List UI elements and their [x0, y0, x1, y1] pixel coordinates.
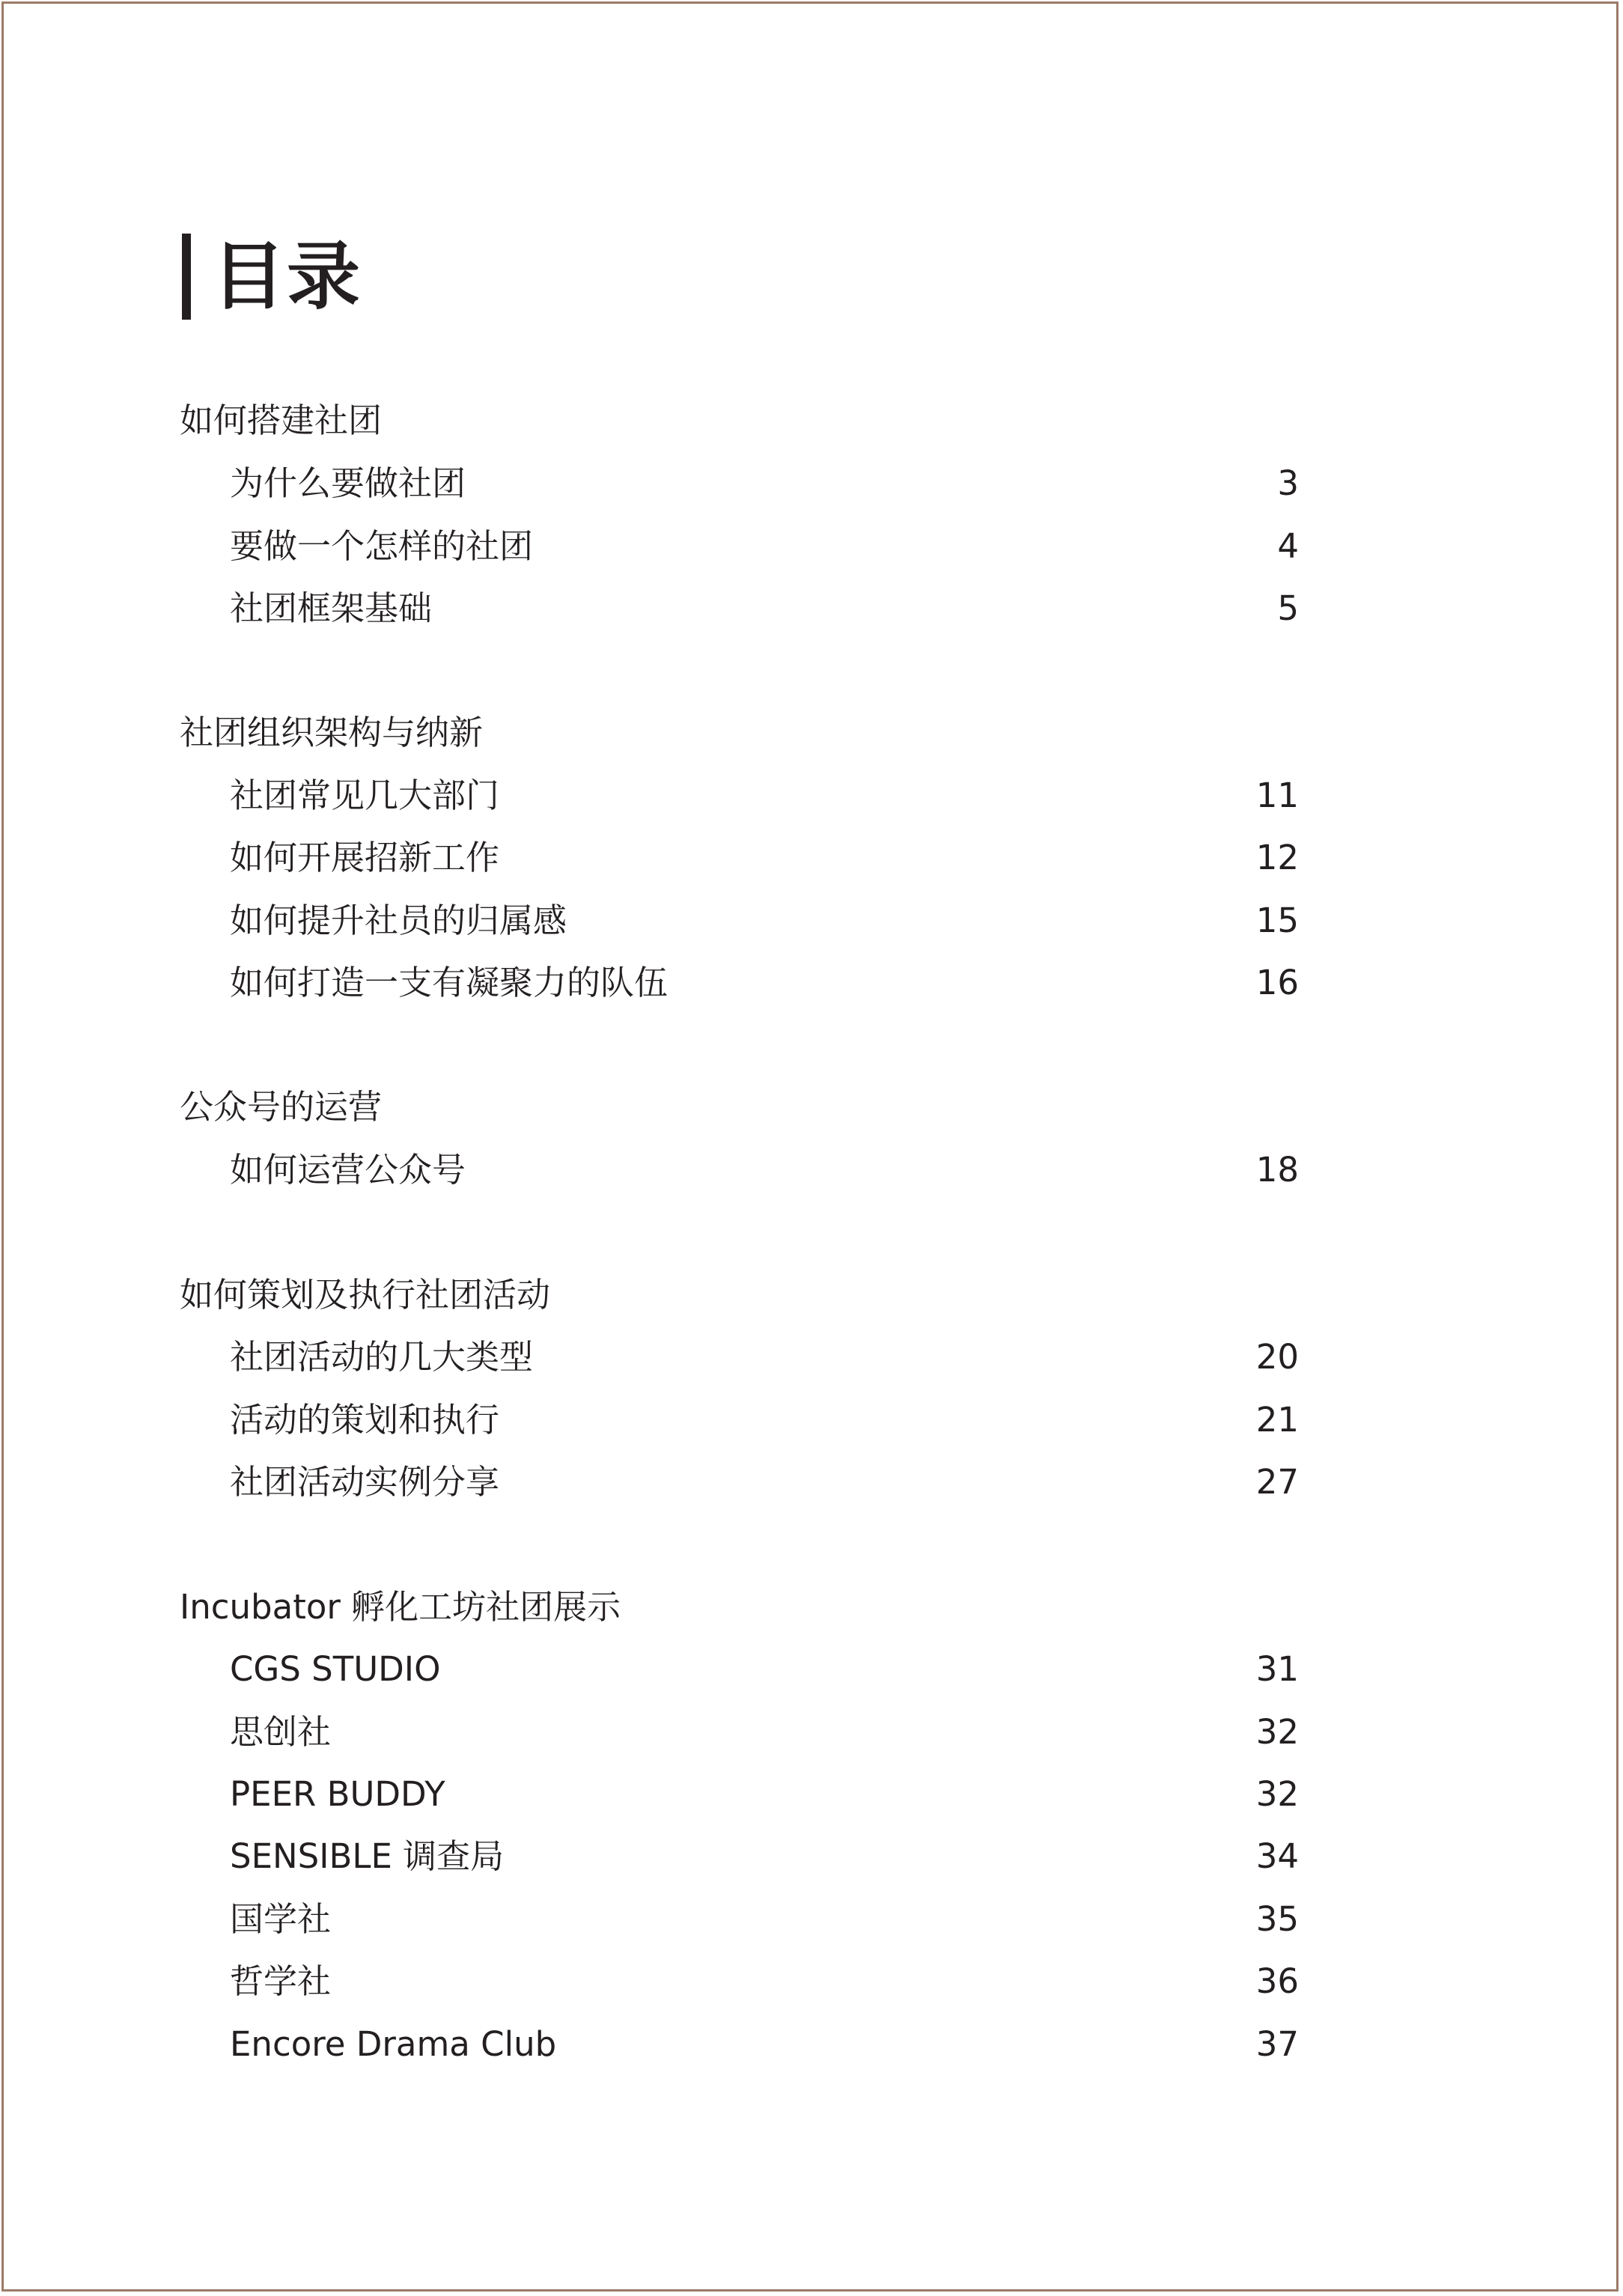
toc-item[interactable]: [0, 1764, 1623, 1824]
toc-item-label: Encore Drama Club: [230, 2024, 557, 2064]
toc-item-page: 16: [1255, 963, 1299, 1002]
toc-item[interactable]: [0, 891, 1623, 951]
toc-item-page: 36: [1255, 1961, 1299, 2001]
toc-section-title: 社团组织架构与纳新: [180, 713, 484, 752]
toc-item[interactable]: [0, 953, 1623, 1013]
toc-item-label: CGS STUDIO: [230, 1649, 441, 1689]
toc-item-label: 哲学社: [230, 1961, 332, 2001]
toc-item-label: 社团活动实例分享: [230, 1462, 500, 1502]
toc-section-title: 如何搭建社团: [180, 401, 383, 440]
toc-item-label: 要做一个怎样的社团: [230, 526, 534, 566]
toc-item-page: 32: [1255, 1712, 1299, 1752]
toc-item-label: 社团常见几大部门: [230, 776, 500, 815]
toc-section-title: 如何策划及执行社团活动: [180, 1275, 551, 1315]
toc-item[interactable]: [0, 828, 1623, 888]
toc-item-page: 21: [1255, 1400, 1299, 1440]
toc-section-title: Incubator 孵化工坊社团展示: [180, 1587, 621, 1627]
toc-item-label: 如何开展招新工作: [230, 838, 500, 877]
toc-item-page: 32: [1255, 1774, 1299, 1814]
toc-section[interactable]: [0, 1577, 1623, 1637]
toc-item-page: 12: [1255, 838, 1299, 877]
toc-item-page: 31: [1255, 1649, 1299, 1689]
toc-item-label: 社团框架基础: [230, 588, 433, 628]
toc-item-label: 国学社: [230, 1899, 332, 1939]
toc-section[interactable]: [0, 1077, 1623, 1137]
toc-section[interactable]: [0, 391, 1623, 451]
toc-item-page: 27: [1255, 1462, 1299, 1502]
toc-item-page: 11: [1255, 776, 1299, 815]
toc-item[interactable]: [0, 2015, 1623, 2074]
toc-item[interactable]: [0, 1952, 1623, 2012]
toc-item-page: 35: [1255, 1899, 1299, 1939]
toc-item[interactable]: [0, 1890, 1623, 1949]
toc-item[interactable]: [0, 579, 1623, 639]
toc-item-label: 为什么要做社团: [230, 463, 466, 503]
toc-item-page: 34: [1255, 1836, 1299, 1876]
toc-item-label: PEER BUDDY: [230, 1774, 445, 1814]
page-title: 目录: [212, 234, 362, 320]
toc-item[interactable]: [0, 1327, 1623, 1387]
toc-item[interactable]: [0, 1639, 1623, 1699]
toc-item-label: SENSIBLE 调查局: [230, 1836, 505, 1876]
toc-item-label: 社团活动的几大类型: [230, 1337, 534, 1377]
toc-item[interactable]: [0, 766, 1623, 826]
toc-item[interactable]: [0, 1452, 1623, 1512]
toc-item[interactable]: [0, 1140, 1623, 1200]
toc-item-label: 如何打造一支有凝聚力的队伍: [230, 963, 669, 1002]
toc-item-page: 37: [1255, 2024, 1299, 2064]
toc-section-title: 公众号的运营: [180, 1087, 383, 1127]
toc-item[interactable]: [0, 454, 1623, 514]
toc-item-label: 如何运营公众号: [230, 1150, 466, 1190]
toc-item-page: 20: [1255, 1337, 1299, 1377]
toc-item[interactable]: [0, 1390, 1623, 1450]
toc-item[interactable]: [0, 517, 1623, 576]
toc-item-page: 5: [1277, 588, 1299, 628]
toc-item-label: 思创社: [230, 1712, 332, 1752]
toc-item-page: 18: [1255, 1150, 1299, 1190]
toc-item-page: 3: [1277, 463, 1299, 503]
toc-item[interactable]: [0, 1702, 1623, 1762]
toc-section[interactable]: [0, 703, 1623, 763]
toc-section[interactable]: [0, 1265, 1623, 1325]
toc-item-label: 如何提升社员的归属感: [230, 901, 567, 940]
toc-item-page: 15: [1255, 901, 1299, 940]
toc-item-page: 4: [1277, 526, 1299, 566]
toc-item[interactable]: [0, 1827, 1623, 1887]
toc-item-label: 活动的策划和执行: [230, 1400, 500, 1440]
title-accent-bar: [182, 234, 191, 320]
